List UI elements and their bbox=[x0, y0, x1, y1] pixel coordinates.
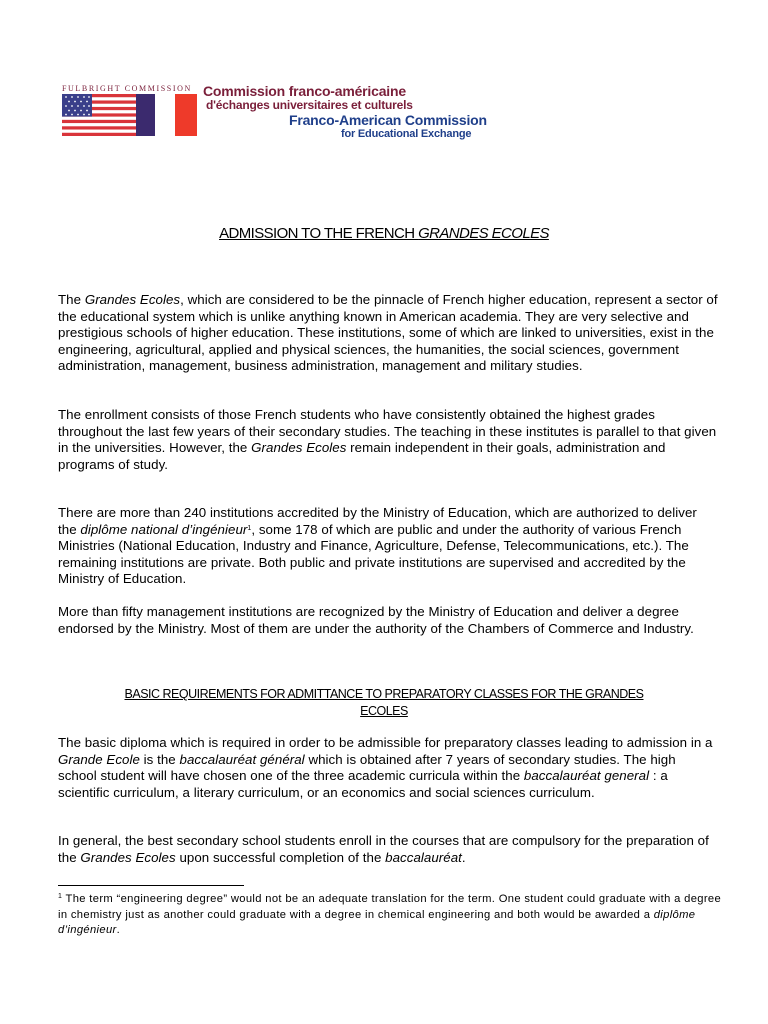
p1-italic-1: Grandes Ecoles bbox=[84, 292, 181, 307]
section-heading: BASIC REQUIREMENTS FOR ADMITTANCE TO PREPARATORY CLASSES FOR THE GRANDES ECOLES bbox=[124, 687, 644, 718]
footnote-text-2: . bbox=[116, 924, 121, 937]
footnote-divider bbox=[58, 885, 244, 886]
p3-italic-1: diplôme national d’ingénieur bbox=[80, 521, 248, 537]
commission-subtitle-en: for Educational Exchange bbox=[341, 127, 472, 140]
footnote bbox=[58, 892, 728, 939]
commission-name bbox=[203, 84, 487, 140]
commission-subtitle-fr: d'échanges universitaires et culturels bbox=[206, 98, 413, 113]
p5-text-1: The basic diploma which is required in order to be admissible for preparatory classes leading to admission in a bbox=[58, 735, 713, 750]
title-prefix: ADMISSION TO THE FRENCH bbox=[219, 225, 419, 242]
p5-italic-3: baccalauréat general bbox=[523, 768, 650, 784]
fulbright-commission-label: FULBRIGHT COMMISSION bbox=[62, 84, 192, 93]
p1-text-1: The bbox=[58, 292, 85, 307]
p3-text-1: There are more than 240 institutions accredited by the Ministry of Education, which are authorized to deliver the bbox=[58, 505, 697, 537]
paragraph-management bbox=[58, 604, 718, 637]
p5-italic-2: baccalauréat général bbox=[179, 751, 305, 767]
p1-text-2: , which are considered to be the pinnacle of French higher education, represent a sector of the educational system which is unlike anything known in American academia. They are very selective and prestigious schools of higher education. These institutions, some of which are linked to universities, exist in the engineering, agricultural, applied and physical sciences, the humanities, the social sciences, government administration, management, business administration, management and military studies. bbox=[58, 292, 718, 374]
title-underline bbox=[219, 225, 549, 242]
p5-text-4: : a scientific curriculum, a literary curriculum, or an economics and social sciences curriculum. bbox=[58, 768, 668, 800]
p5-text-2: is the bbox=[139, 751, 180, 767]
commission-name-fr: Commission franco-américaine bbox=[203, 83, 406, 99]
page-title bbox=[0, 225, 768, 242]
us-france-flags-icon bbox=[62, 94, 197, 136]
p5-italic-1: Grande Ecole bbox=[58, 751, 140, 767]
title-italic: GRANDES ECOLES bbox=[418, 225, 549, 242]
p5-text-3: which is obtained after 7 years of secondary studies. The high school student will have chosen one of the three academic curricula within the bbox=[58, 751, 676, 784]
commission-logo bbox=[62, 83, 487, 140]
p3-text-2: , some 178 of which are public and under the authority of various French Ministries (National Education, Industry and Finance, Agriculture, Defense, Telecommunications, etc.). The remaining institutions are private. Both public and private institutions are supervised and accredited by the Ministry of Education. bbox=[58, 521, 689, 587]
p6-text-2: upon successful completion of the bbox=[175, 849, 386, 865]
p6-italic-1: Grandes Ecoles bbox=[80, 849, 176, 865]
paragraph-intro bbox=[58, 292, 718, 375]
paragraph-diploma bbox=[58, 735, 718, 801]
paragraph-enrollment bbox=[58, 407, 718, 473]
footnote-reference: 1 bbox=[247, 524, 252, 532]
p2-text-1: The enrollment consists of those French students who have consistently obtained the highest grades throughout the last few years of their secondary studies. The teaching in these institutes is parallel to that given in the universities. However, the bbox=[58, 407, 717, 456]
p6-text-1: In general, the best secondary school students enroll in the courses that are compulsory for the preparation of the bbox=[58, 833, 709, 865]
p2-italic-1: Grandes Ecoles bbox=[251, 440, 347, 456]
p6-text-3: . bbox=[461, 849, 466, 865]
p4-text-1: More than fifty management institutions are recognized by the Ministry of Education and deliver a degree endorsed by the Ministry. Most of them are under the authority of the Chambers of Commerce and Industry. bbox=[58, 604, 694, 636]
footnote-text-1: The term “engineering degree” would not be an adequate translation for the term. One student could graduate with a degree in chemistry just as another could graduate with a degree in chemical engineering and both would be awarded a bbox=[58, 893, 722, 921]
commission-name-en: Franco-American Commission bbox=[289, 111, 487, 128]
footnote-mark: 1 bbox=[58, 893, 63, 900]
p6-italic-2: baccalauréat bbox=[385, 849, 462, 865]
paragraph-institutions bbox=[58, 505, 718, 588]
paragraph-enrollment-courses bbox=[58, 833, 718, 866]
footnote-italic-1: diplôme d’ingénieur bbox=[58, 908, 696, 937]
p2-text-2: remain independent in their goals, administration and programs of study. bbox=[58, 440, 666, 472]
